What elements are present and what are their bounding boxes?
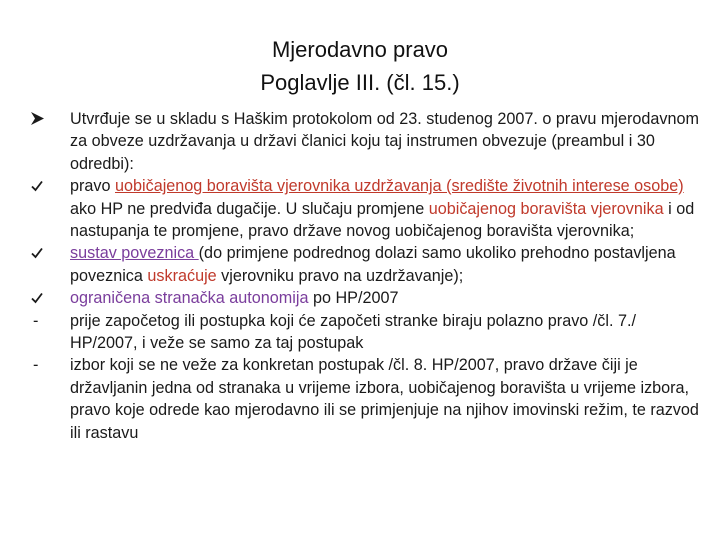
bullet-marker	[30, 310, 70, 332]
slide-title	[0, 33, 720, 99]
title-line-1: Mjerodavno pravo	[271, 37, 449, 62]
b1-text-2: ako HP ne predviđa dugačije. U slučaju promjene	[70, 199, 429, 218]
list-item-connecting-factors	[30, 242, 702, 287]
bullet-marker	[30, 175, 70, 198]
arrow-bullet-icon	[31, 112, 44, 125]
bullet-list	[30, 108, 702, 444]
check-mark-icon	[31, 180, 43, 192]
list-item-choice-general	[30, 354, 702, 444]
d2-text: izbor koji se ne veže za konkretan postupak /čl. 8. HP/2007, pravo države čiji je državljanin jedna od stranaka u vrijeme izbora, uobičajenog boravišta u vrijeme izbora, pravo koje odrede kao mjerodavno ili se primjenjuje na njihov imovinski režim, te razvod ili rastavu	[70, 356, 699, 442]
bullet-marker	[30, 108, 70, 131]
b1-highlight-1: uobičajenog boravišta vjerovnika uzdržavanja (središte životnih interese osobe)	[115, 177, 684, 196]
list-item-habitual-residence	[30, 175, 702, 242]
intro-text: Utvrđuje se u skladu s Haškim protokolom od 23. studenog 2007. o pravu mjerodavnom za obveze uzdržavanja u državi članici koju taj instrumen obvezuje (preambul i 30 odredbi):	[70, 110, 699, 173]
check-mark-icon	[31, 247, 43, 259]
bullet-marker	[30, 242, 70, 265]
title-line-2: Poglavlje III. (čl. 15.)	[260, 70, 460, 95]
b2-text-1: (do primjene podrednog dolazi samo ukoliko prehodno postavljena poveznica	[70, 244, 676, 285]
b2-highlight-2: uskraćuje	[147, 266, 217, 285]
b1-text-1: pravo	[70, 177, 115, 196]
list-item-choice-before-proceedings	[30, 310, 702, 355]
b2-text-2: vjerovniku pravo na uzdržavanje);	[216, 266, 464, 285]
list-item-party-autonomy	[30, 287, 702, 309]
b1-highlight-2: uobičajenog boravišta vjerovnika	[428, 199, 664, 218]
d1-text: prije započetog ili postupka koji će započeti stranke biraju polazno pravo /čl. 7./ HP/2007, i veže se samo za taj postupak	[70, 311, 636, 353]
b1-text-3: i od nastupanja te promjene, pravo države novog uobičajenog boravišta vjerovnika;	[70, 199, 695, 241]
list-item-intro	[30, 108, 702, 175]
b3-highlight: ograničena stranačka autonomija	[70, 289, 309, 308]
b3-text: po HP/2007	[308, 289, 399, 308]
dash-marker: -	[33, 311, 39, 330]
check-mark-icon	[31, 292, 43, 304]
dash-marker: -	[33, 356, 39, 375]
bullet-marker	[30, 287, 70, 310]
bullet-marker	[30, 354, 70, 376]
b2-highlight-1: sustav poveznica	[70, 244, 199, 263]
